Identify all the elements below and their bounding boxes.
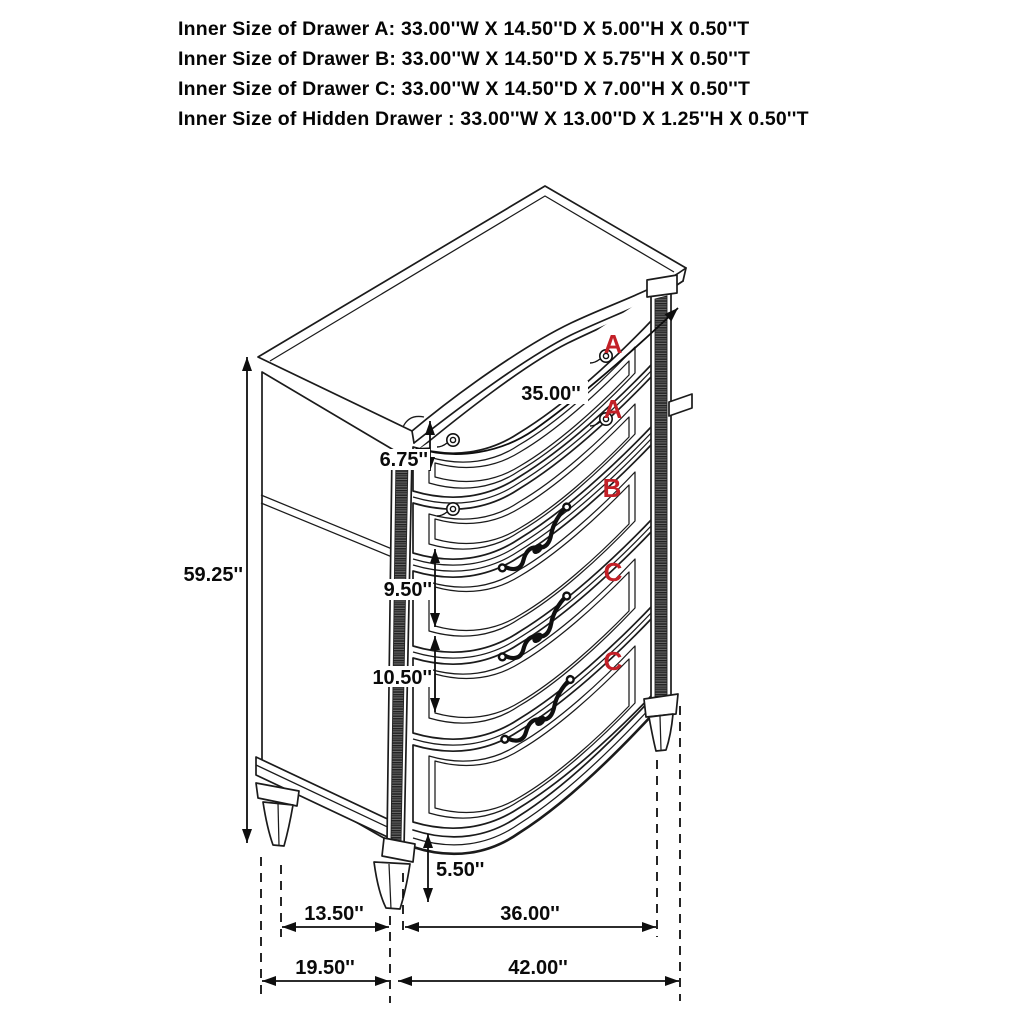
drawer-label-c2: C <box>603 646 623 676</box>
dim-label-middle-drawer-height: 9.50'' <box>383 579 432 601</box>
dim-label-overall-width: 42.00'' <box>508 957 568 979</box>
dim-label-leg-height: 5.50'' <box>436 859 485 881</box>
dim-label-drawer-width: 35.00'' <box>521 383 581 405</box>
dim-overall-depth <box>262 957 389 981</box>
dim-label-overall-height: 59.25'' <box>183 564 243 586</box>
chest-illustration <box>256 186 692 909</box>
right-corner-column <box>644 275 692 717</box>
spec-line-drawer-b: Inner Size of Drawer B: 33.00''W X 14.50''D X 5.75''H X 0.50''T <box>178 48 751 70</box>
front-right-leg <box>649 714 673 751</box>
dim-label-leg-span-width: 36.00'' <box>500 903 560 925</box>
spec-line-drawer-a: Inner Size of Drawer A: 33.00''W X 14.50''D X 5.00''H X 0.50''T <box>178 18 750 40</box>
drawer-label-b: B <box>602 473 622 503</box>
dim-label-lower-drawer-height: 10.50'' <box>372 667 432 689</box>
dim-label-leg-inset-depth: 13.50'' <box>304 903 364 925</box>
spec-line-drawer-c: Inner Size of Drawer C: 33.00''W X 14.50''D X 7.00''H X 0.50''T <box>178 78 751 100</box>
side-panel <box>256 372 397 841</box>
spec-line-hidden-drawer: Inner Size of Hidden Drawer : 33.00''W X 13.00''D X 1.25''H X 0.50''T <box>178 108 809 130</box>
dim-leg-inset-depth <box>282 903 389 927</box>
dim-label-overall-depth: 19.50'' <box>295 957 355 979</box>
drawer-label-a2: A <box>603 394 623 424</box>
rear-left-leg <box>256 783 299 846</box>
dim-overall-height <box>183 357 247 843</box>
dim-leg-span-width <box>405 903 656 927</box>
front-left-leg <box>374 862 410 909</box>
drawer-label-a1: A <box>603 329 623 359</box>
dim-label-top-drawer-height: 6.75'' <box>379 449 428 471</box>
drawer-label-c1: C <box>603 557 623 587</box>
dim-overall-width <box>398 957 679 981</box>
